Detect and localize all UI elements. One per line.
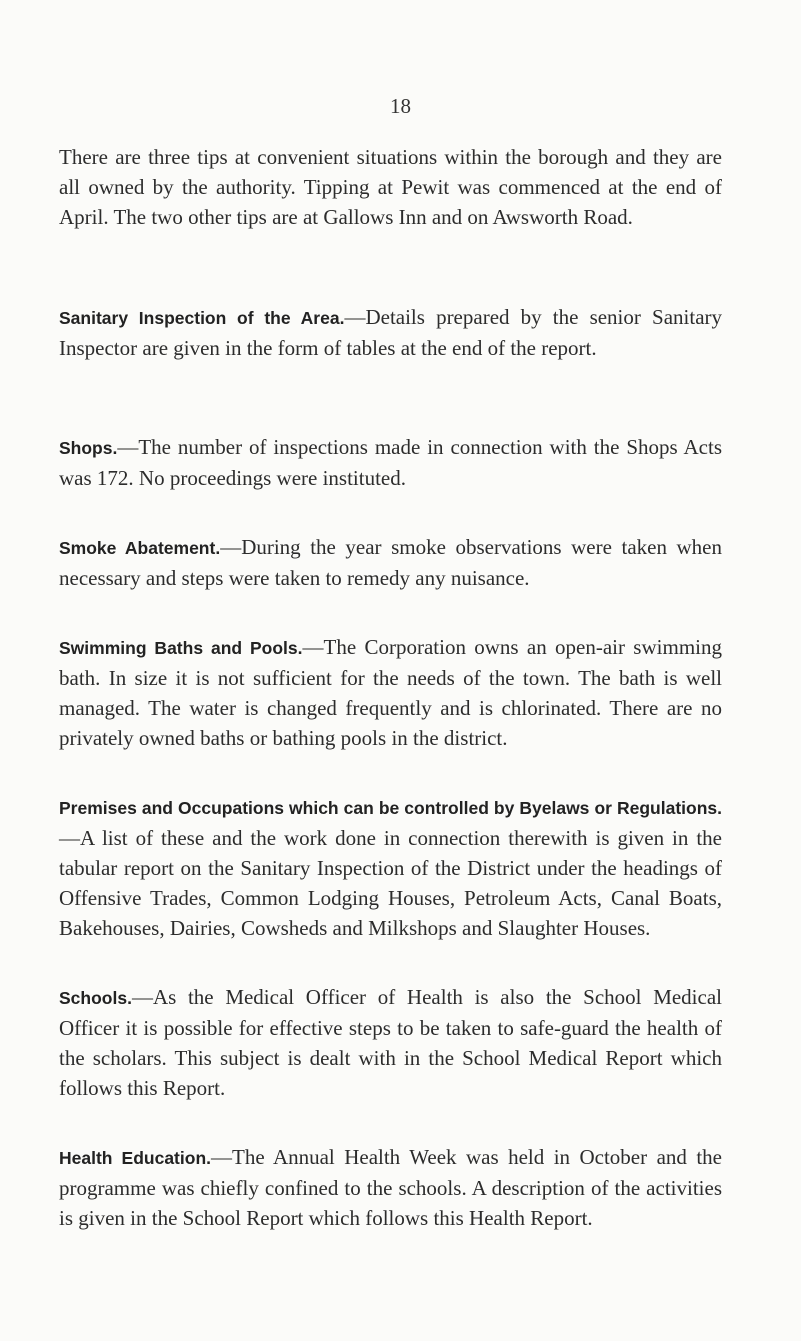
section-heading: Shops. xyxy=(59,438,118,458)
paragraph-tips xyxy=(59,142,722,232)
section-heading: Schools. xyxy=(59,988,132,1008)
paragraph-smoke-abatement xyxy=(59,532,722,593)
paragraph-text: —A list of these and the work done in connection therewith is given in the tabular report on the Sanitary Inspection of the District under the headings of Offensive Trades, Common Lodging Houses, Petroleum Acts, Canal Boats, Bakehouses, Dairies, Cowsheds and Milkshops and Slaughter Houses. xyxy=(59,826,722,940)
paragraph-text: —During the year smoke observations were taken when necessary and steps were taken to remedy any nuisance. xyxy=(59,535,722,590)
section-heading: Health Education. xyxy=(59,1148,211,1168)
paragraph-schools xyxy=(59,982,722,1103)
paragraph-text: —The Corporation owns an open-air swimming bath. In size it is not sufficient for the needs of the town. The bath is well managed. The water is changed frequently and is chlorinated. There are no privately owned baths or bathing pools in the district. xyxy=(59,635,722,750)
paragraph-shops xyxy=(59,432,722,493)
paragraph-text: —Details prepared by the senior Sanitary Inspector are given in the form of tables at the end of the report. xyxy=(59,305,723,360)
paragraph-swimming-baths xyxy=(59,632,722,753)
paragraph-text: There are three tips at convenient situations within the borough and they are all owned by the authority. Tipping at Pewit was commenced at the end of April. The two other tips are at Gallows Inn and on Awsworth Road. xyxy=(59,145,722,229)
page-number: 18 xyxy=(390,94,411,118)
section-heading: Premises and Occupations which can be controlled by Byelaws or Regulations. xyxy=(59,798,722,818)
paragraph-sanitary-inspection xyxy=(59,302,722,363)
paragraph-premises-occupations xyxy=(59,792,722,943)
paragraph-text: —The number of inspections made in connection with the Shops Acts was 172. No proceedings were instituted. xyxy=(59,435,722,490)
paragraph-health-education xyxy=(59,1142,722,1233)
section-heading: Smoke Abatement. xyxy=(59,538,221,558)
paragraph-text: —The Annual Health Week was held in October and the programme was chiefly confined to the schools. A description of the activities is given in the School Report which follows this Health Report. xyxy=(59,1145,722,1230)
section-heading: Sanitary Inspection of the Area. xyxy=(59,308,345,328)
section-heading: Swimming Baths and Pools. xyxy=(59,638,303,658)
paragraph-text: —As the Medical Officer of Health is also the School Medical Officer it is possible for effective steps to be taken to safe-guard the health of the scholars. This subject is dealt with in the School Medical Report which follows this Report. xyxy=(59,985,722,1100)
